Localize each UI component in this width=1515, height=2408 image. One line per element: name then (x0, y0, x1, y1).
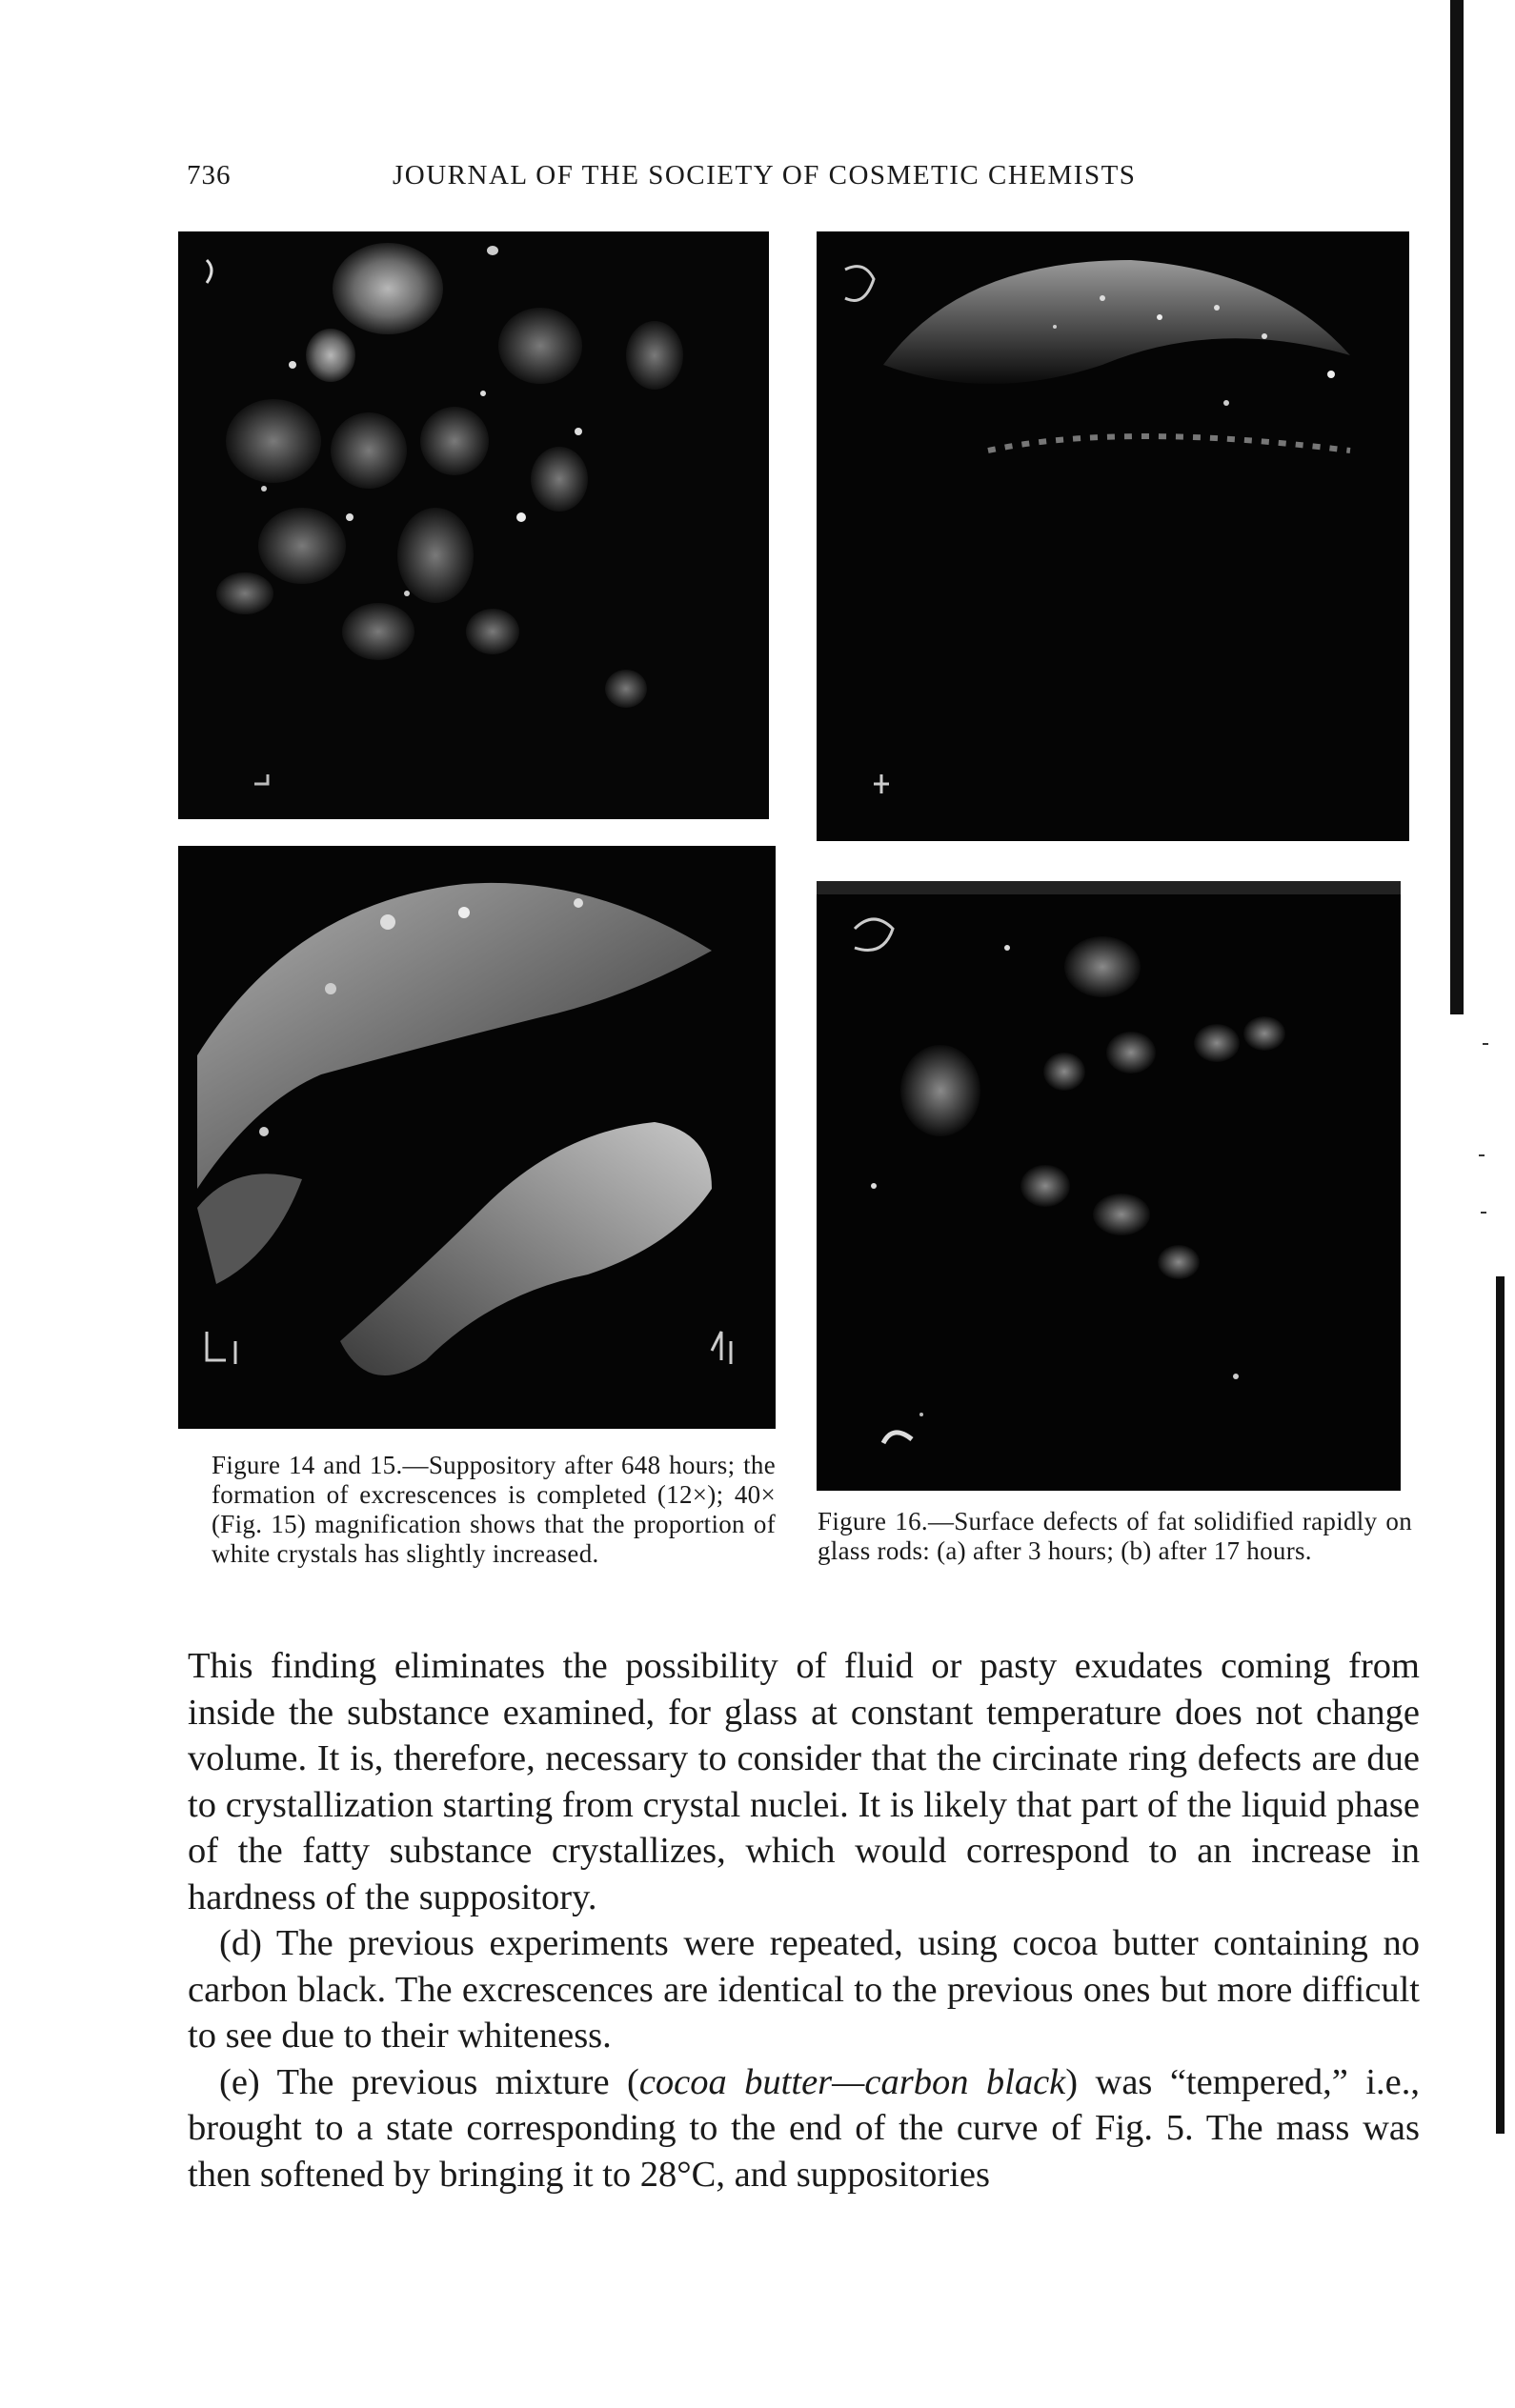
paragraph-text: (e) The previous mixture ( (219, 2061, 639, 2102)
figure-14-photo (178, 231, 769, 819)
paragraph-text: ) was “tempered,” i.e., brought to a state corresponding to the end of the curve of Fig. 5. The mass was then softened by bringing it to 28°C, and suppositories (188, 2061, 1420, 2195)
scan-speck (1483, 1043, 1488, 1045)
running-head: JOURNAL OF THE SOCIETY OF COSMETIC CHEMISTS (393, 160, 1137, 191)
figure-16-caption: Figure 16.—Surface defects of fat solidified rapidly on glass rods: (a) after 3 hours; (b) after 17 hours. (818, 1507, 1412, 1565)
scan-speck (1481, 1212, 1486, 1214)
scan-edge-shadow-lower (1496, 1276, 1505, 2134)
article-body (188, 1643, 1420, 2197)
figure-14-15-caption: Figure 14 and 15.—Suppository after 648 hours; the formation of excrescences is completed (12×); 40× (Fig. 15) magnification shows that the proportion of white crystals has slightly increased. (212, 1451, 776, 1568)
figure-16-photo (817, 881, 1401, 1491)
scan-edge-shadow (1450, 0, 1464, 1014)
scan-speck (1479, 1154, 1485, 1156)
italic-phrase: cocoa butter—carbon black (638, 2061, 1066, 2102)
paragraph (188, 2059, 1420, 2198)
figure-15-photo (817, 231, 1409, 841)
figure-15-magnified-photo (178, 846, 776, 1429)
paragraph: (d) The previous experiments were repeated, using cocoa butter containing no carbon black. The excrescences are identical to the previous ones but more difficult to see due to their whiteness. (188, 1923, 1420, 2056)
page-number: 736 (187, 160, 232, 191)
paragraph: This finding eliminates the possibility of fluid or pasty exudates coming from inside the substance examined, for glass at constant temperature does not change volume. It is, therefore, necessary to consider that the circinate ring defects are due to crystallization starting from crystal nuclei. It is likely that part of the liquid phase of the fatty substance crystallizes, which would correspond to an increase in hardness of the suppository. (188, 1646, 1420, 1917)
